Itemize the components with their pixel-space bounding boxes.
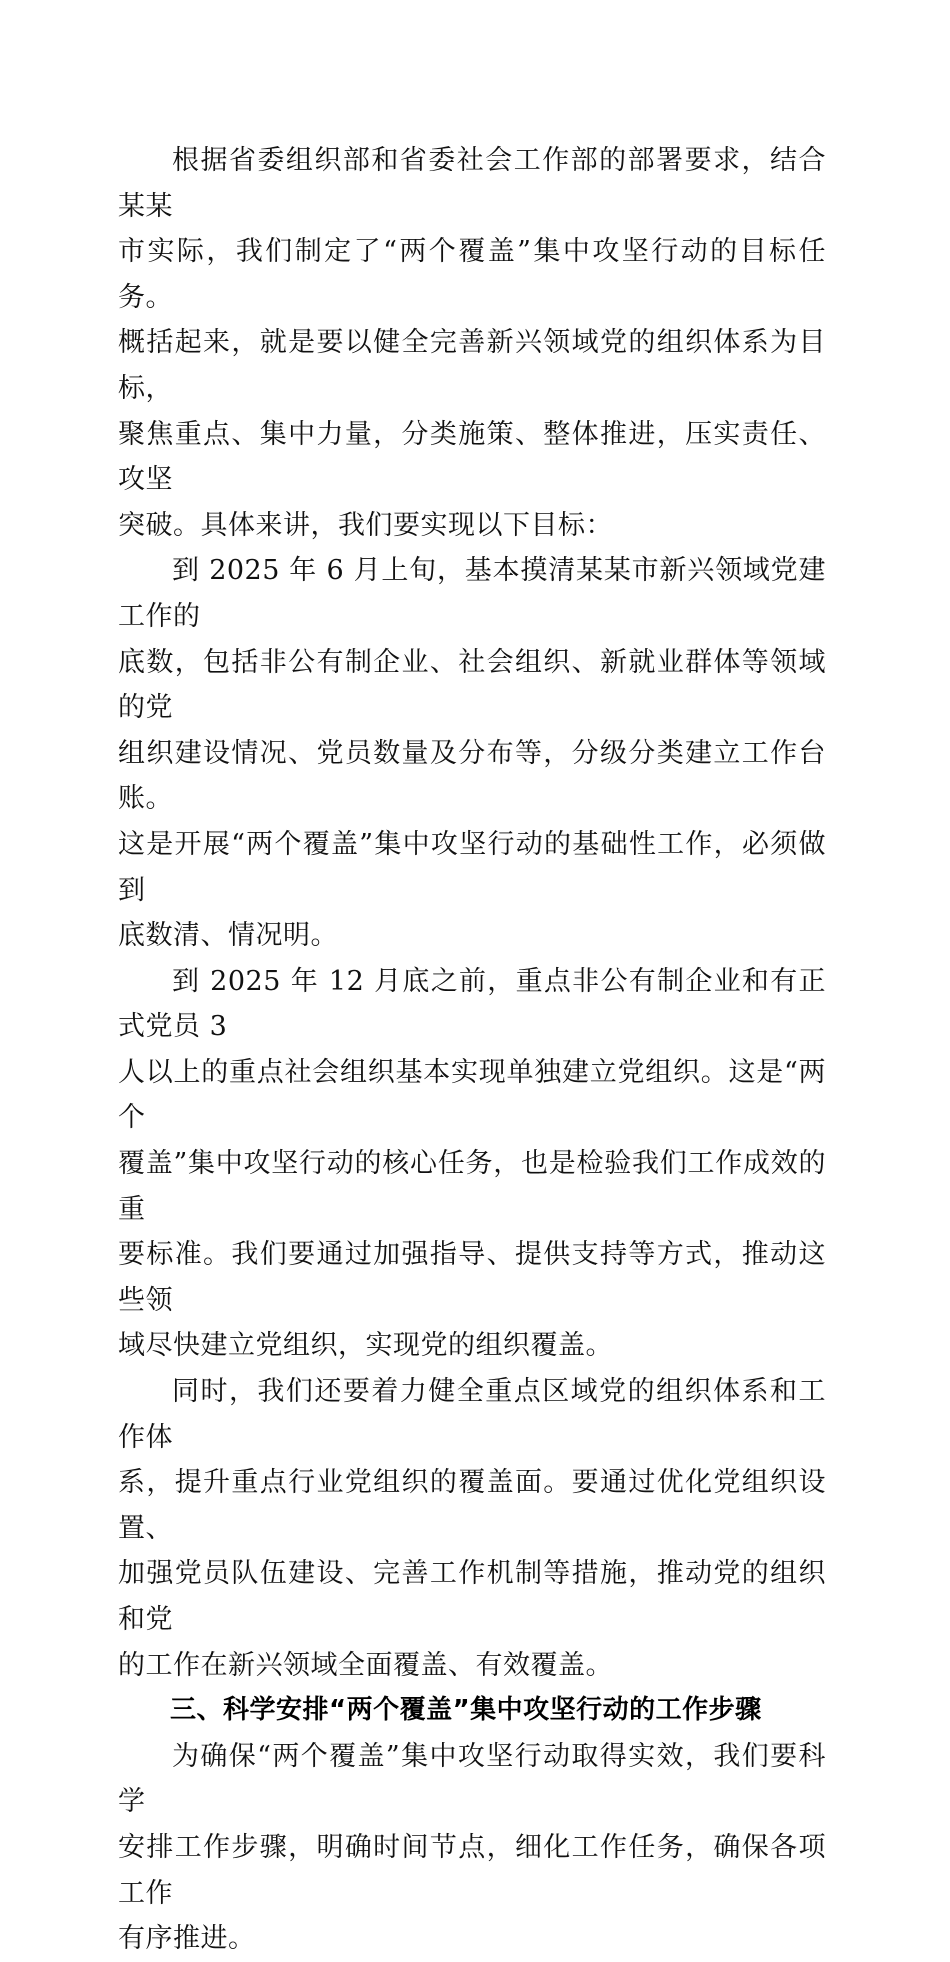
section-heading: 三、科学安排“两个覆盖”集中攻坚行动的工作步骤 (170, 1695, 762, 1726)
paragraph-goals-intro: 根据省委组织部和省委社会工作部的部署要求，结合某某 市实际，我们制定了“两个覆盖”集中攻坚行动的目标任务。 概括起来，就是要以健全完善新兴领域党的组织体系为目标， 聚焦重点、集中力量，分类施策、整体推进，压实责任、攻坚 突破。具体来讲，我们要实现以下目标： (118, 145, 826, 541)
paragraph-december-2025-target: 到 2025 年 12 月底之前，重点非公有制企业和有正式党员 3 人以上的重点社会组织基本实现单独建立党组织。这是“两个 覆盖”集中攻坚行动的核心任务，也是检验我们工作成效的重 要标准。我们要通过加强指导、提供支持等方式，推动这些领 域尽快建立党组织，实现党的组织覆盖。 (118, 965, 826, 1362)
document-body (118, 138, 826, 1962)
paragraph-key-areas: 同时，我们还要着力健全重点区域党的组织体系和工作体 系，提升重点行业党组织的覆盖面。要通过优化党组织设置、 加强党员队伍建设、完善工作机制等措施，推动党的组织和党 的工作在新兴领域全面覆盖、有效覆盖。 (118, 1376, 826, 1681)
paragraph-work-steps: 为确保“两个覆盖”集中攻坚行动取得实效，我们要科学 安排工作步骤，明确时间节点，细化工作任务，确保各项工作 有序推进。 (118, 1740, 826, 1955)
paragraph-june-2025-target: 到 2025 年 6 月上旬，基本摸清某某市新兴领域党建工作的 底数，包括非公有制企业、社会组织、新就业群体等领域的党 组织建设情况、党员数量及分布等，分级分类建立工作台账。 这是开展“两个覆盖”集中攻坚行动的基础性工作，必须做到 底数清、情况明。 (118, 555, 826, 952)
